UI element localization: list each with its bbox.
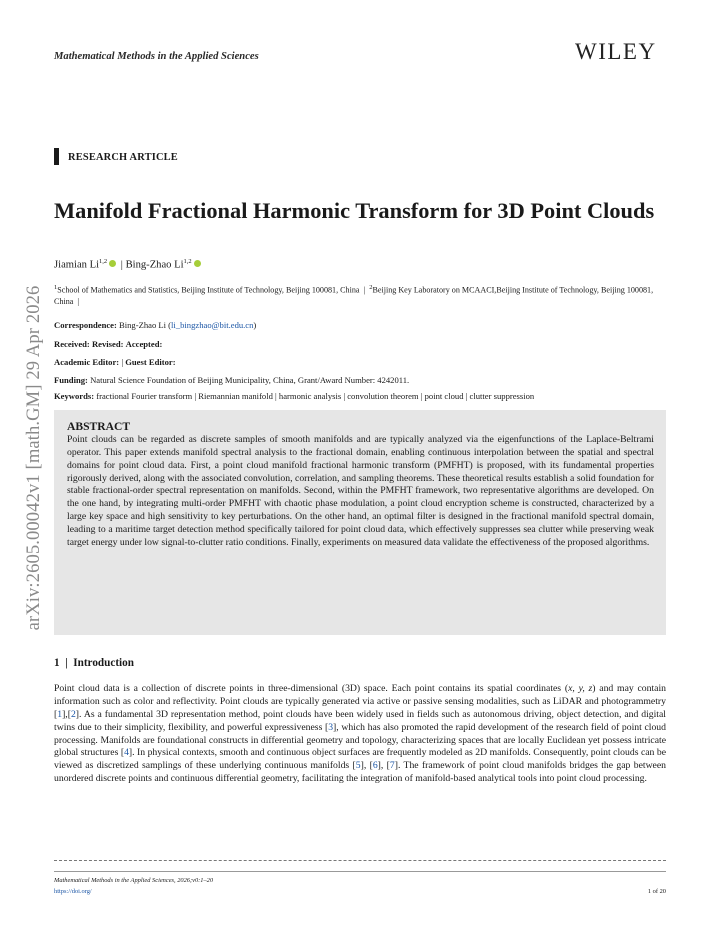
intro-text: ]. In physical contexts, smooth and continuous object surfaces are frequently modeled as 2D manifolds. Consequently, point clouds can be viewed as discretized samplings of these underlying continuous manifolds [	[54, 747, 666, 772]
dates-line	[54, 339, 162, 349]
funding-label: Funding:	[54, 375, 88, 385]
intro-text: ) and may contain information such as color and reflectivity. Point clouds are typically generated via active or passive sensing modalities, such as LiDAR and photogrammetry [	[54, 683, 666, 720]
received-label: Received:	[54, 339, 90, 349]
intro-text: ]. As a fundamental 3D representation method, point clouds have been widely used in fields such as autonomous driving, object detection, and digital twins due to their simplicity, flexibility, and powerful expressiveness [	[54, 708, 666, 733]
correspondence-label: Correspondence:	[54, 320, 117, 330]
section-number: 1	[54, 657, 60, 669]
footnote-divider	[54, 860, 666, 861]
section-title: Introduction	[73, 657, 134, 669]
citation-link[interactable]: 3	[328, 721, 334, 733]
keywords-label: Keywords:	[54, 391, 95, 401]
correspondence-line	[54, 320, 256, 330]
section-heading-introduction	[54, 657, 134, 669]
journal-name: Mathematical Methods in the Applied Sciences	[54, 51, 259, 62]
author-separator: |	[120, 259, 123, 271]
funding-line	[54, 375, 409, 385]
author-list	[54, 258, 203, 271]
arxiv-identifier: arXiv:2605.00042v1 [math.GM] 29 Apr 2026	[23, 285, 44, 631]
section-separator: |	[65, 657, 68, 669]
paper-title: Manifold Fractional Harmonic Transform for 3D Point Clouds	[54, 198, 655, 223]
citation-link[interactable]: 1	[57, 708, 63, 720]
citation-link[interactable]: 6	[372, 760, 378, 772]
affiliation-text: School of Mathematics and Statistics, Beijing Institute of Technology, Beijing 100081, China	[57, 285, 360, 295]
citation-link[interactable]: 5	[355, 760, 361, 772]
revised-label: Revised:	[91, 339, 124, 349]
intro-text: Point cloud data is a collection of discrete points in three-dimensional (3D) space. Each point contains its spatial coordinates (	[54, 683, 569, 694]
affiliation-marker: 1	[54, 284, 58, 291]
academic-editor-label: Academic Editor:	[54, 357, 120, 367]
correspondence-name: Bing-Zhao Li (	[119, 320, 172, 330]
footer-doi-link[interactable]: https://doi.org/	[54, 888, 92, 895]
citation-link[interactable]: 2	[70, 708, 76, 720]
keywords-text: fractional Fourier transform | Riemannian manifold | harmonic analysis | convolution theorem | point cloud | clutter suppression	[96, 391, 535, 401]
footer-citation: Mathematical Methods in the Applied Sciences, 2026;v0:1–20	[54, 877, 214, 884]
orcid-icon[interactable]	[109, 260, 116, 267]
guest-editor-label: Guest Editor:	[125, 357, 176, 367]
intro-text: ], which has also promoted the rapid development of the research field of point cloud processing. Manifolds are foundational constructs in differential geometry and topology, characterizing spaces that are locally Euclidean yet possess intricate global structures [	[54, 721, 666, 759]
keywords-line	[54, 391, 534, 401]
intro-text: ], [	[377, 760, 390, 772]
page-number: 1 of 20	[647, 888, 666, 895]
author-name: Jiamian Li	[54, 259, 100, 271]
affiliation-text: Beijing Key Laboratory on MCAACI,Beijing Institute of Technology, Beijing 100081, China	[54, 285, 654, 307]
abstract-text: Point clouds can be regarded as discrete samples of smooth manifolds and are typically analyzed via the eigenfunctions of the Laplace-Beltrami operator. This paper extends manifold spectral analysis to the fractional domain, enabling continuous interpolation between the spatial and spectral domains for point cloud data. First, a point cloud manifold fractional harmonic transform (PMFHT) is proposed, with its fundamental properties rigorously derived, along with the associated convolution, correlation, and sampling theorems. These theoretical results establish a solid foundation for stable fractional-order spectral representation on manifolds. Second, within the PMFHT framework, two representative algorithms are developed. On the one hand, by integrating multi-order PMFHT with chaotic phase modulation, a point cloud encryption scheme is constructed, characterized by a large key space and high sensitivity to key perturbations. On the other hand, an optimal filter is designed in the fractional manifold spectral domain, leading to a maritime target detection method specifically tailored for point cloud data, which effectively suppresses sea clutter while preserving weak target energy under low signal-to-clutter ratio conditions. Finally, experiments on measured data validate the effectiveness of the proposed algorithms.	[67, 434, 654, 548]
funding-text: Natural Science Foundation of Beijing Municipality, China, Grant/Award Number: 4242011.	[90, 375, 410, 385]
intro-text: ]. The framework of point cloud manifolds bridges the gap between unordered discrete points and continuous differential geometry, facilitating the integration of manifold-based analytical tools into point cloud processing.	[54, 760, 667, 785]
citation-link[interactable]: 4	[124, 747, 129, 759]
editors-line	[54, 357, 176, 367]
affiliation-separator: |	[363, 285, 366, 295]
affiliation-separator: |	[77, 297, 80, 307]
orcid-icon[interactable]	[194, 260, 201, 267]
article-type-label: RESEARCH ARTICLE	[54, 148, 178, 165]
correspondence-close: )	[253, 320, 257, 330]
publisher-logo: WILEY	[575, 39, 657, 64]
footer-rule	[54, 871, 666, 872]
affiliations	[54, 282, 669, 308]
affiliation-marker: 2	[369, 284, 373, 291]
editor-separator: |	[121, 357, 124, 367]
intro-text: ],[	[62, 708, 71, 720]
abstract-heading: ABSTRACT	[67, 420, 131, 433]
introduction-paragraph	[54, 683, 666, 786]
author-affiliation-marker: 1,2	[183, 258, 192, 265]
correspondence-email-link[interactable]: li_bingzhao@bit.edu.cn	[171, 320, 254, 330]
intro-math: x, y, z	[568, 683, 593, 694]
author-name: Bing-Zhao Li	[125, 259, 184, 271]
intro-text: ], [	[360, 760, 373, 772]
accepted-label: Accepted:	[125, 339, 163, 349]
author-affiliation-marker: 1,2	[99, 258, 108, 265]
abstract-box	[54, 410, 666, 635]
citation-link[interactable]: 7	[389, 760, 395, 772]
